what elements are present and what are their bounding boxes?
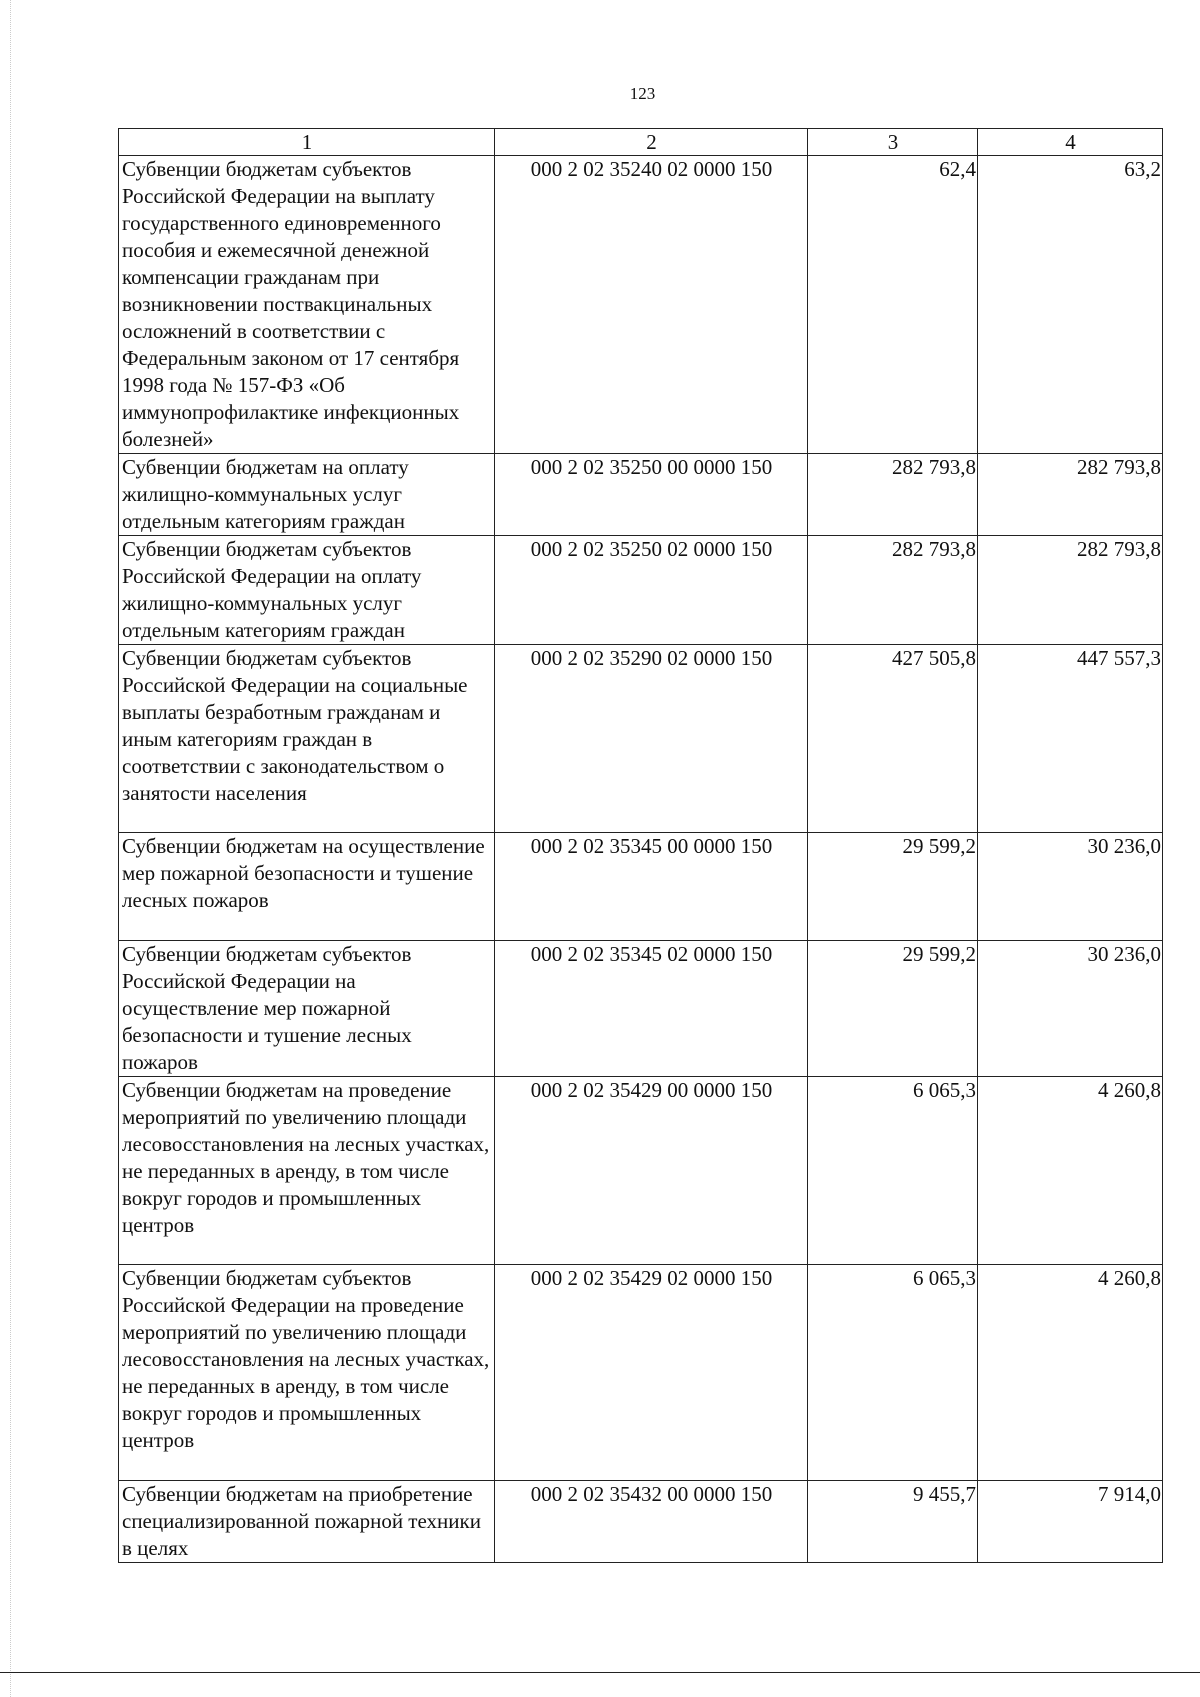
table-row xyxy=(119,454,1163,536)
header-col-2: 2 xyxy=(495,129,808,156)
scan-edge xyxy=(10,0,11,1697)
row-code: 000 2 02 35290 02 0000 150 xyxy=(495,645,808,833)
row-name: Субвенции бюджетам на проведение мероприятий по увеличению площади лесовосстановления на лесных участках, не переданных в аренду, в том числе вокруг городов и промышленных центров xyxy=(119,1077,495,1265)
header-row xyxy=(119,129,1163,156)
row-value-2: 30 236,0 xyxy=(978,833,1163,941)
row-code: 000 2 02 35432 00 0000 150 xyxy=(495,1481,808,1563)
row-value-1: 6 065,3 xyxy=(808,1077,978,1265)
row-name: Субвенции бюджетам субъектов Российской Федерации на выплату государственного единовременного пособия и ежемесячной денежной компенсации гражданам при возникновении поствакцинальных осложнений в соответствии с Федеральным законом от 17 сентября 1998 года № 157-ФЗ «Об иммунопрофилактике инфекционных болезней» xyxy=(119,156,495,454)
row-value-1: 29 599,2 xyxy=(808,833,978,941)
row-name: Субвенции бюджетам субъектов Российской Федерации на оплату жилищно-коммунальных услуг отдельным категориям граждан xyxy=(119,536,495,645)
row-value-1: 6 065,3 xyxy=(808,1265,978,1481)
table-row xyxy=(119,941,1163,1077)
footer-rule xyxy=(0,1672,1200,1673)
row-code: 000 2 02 35250 00 0000 150 xyxy=(495,454,808,536)
table-row xyxy=(119,156,1163,454)
row-value-2: 4 260,8 xyxy=(978,1265,1163,1481)
table-row xyxy=(119,645,1163,833)
row-code: 000 2 02 35345 00 0000 150 xyxy=(495,833,808,941)
budget-table xyxy=(118,128,1163,1563)
row-name: Субвенции бюджетам субъектов Российской Федерации на социальные выплаты безработным гражданам и иным категориям граждан в соответствии с законодательством о занятости населения xyxy=(119,645,495,833)
row-value-2: 63,2 xyxy=(978,156,1163,454)
row-name: Субвенции бюджетам субъектов Российской Федерации на осуществление мер пожарной безопасности и тушение лесных пожаров xyxy=(119,941,495,1077)
row-value-2: 282 793,8 xyxy=(978,454,1163,536)
row-value-2: 282 793,8 xyxy=(978,536,1163,645)
row-value-1: 62,4 xyxy=(808,156,978,454)
row-name: Субвенции бюджетам субъектов Российской Федерации на проведение мероприятий по увеличению площади лесовосстановления на лесных участках, не переданных в аренду, в том числе вокруг городов и промышленных центров xyxy=(119,1265,495,1481)
row-value-2: 4 260,8 xyxy=(978,1077,1163,1265)
page-number: 123 xyxy=(629,84,656,103)
row-name: Субвенции бюджетам на приобретение специализированной пожарной техники в целях xyxy=(119,1481,495,1563)
row-value-2: 447 557,3 xyxy=(978,645,1163,833)
row-value-2: 30 236,0 xyxy=(978,941,1163,1077)
table-row xyxy=(119,833,1163,941)
row-value-1: 427 505,8 xyxy=(808,645,978,833)
row-value-1: 29 599,2 xyxy=(808,941,978,1077)
row-name: Субвенции бюджетам на оплату жилищно-коммунальных услуг отдельным категориям граждан xyxy=(119,454,495,536)
row-code: 000 2 02 35250 02 0000 150 xyxy=(495,536,808,645)
row-code: 000 2 02 35429 00 0000 150 xyxy=(495,1077,808,1265)
row-value-1: 9 455,7 xyxy=(808,1481,978,1563)
row-value-1: 282 793,8 xyxy=(808,454,978,536)
table-row xyxy=(119,1265,1163,1481)
row-code: 000 2 02 35345 02 0000 150 xyxy=(495,941,808,1077)
row-code: 000 2 02 35240 02 0000 150 xyxy=(495,156,808,454)
row-value-2: 7 914,0 xyxy=(978,1481,1163,1563)
table-row xyxy=(119,1481,1163,1563)
header-col-1: 1 xyxy=(119,129,495,156)
header-col-3: 3 xyxy=(808,129,978,156)
row-code: 000 2 02 35429 02 0000 150 xyxy=(495,1265,808,1481)
table-row xyxy=(119,1077,1163,1265)
row-name: Субвенции бюджетам на осуществление мер пожарной безопасности и тушение лесных пожаров xyxy=(119,833,495,941)
header-col-4: 4 xyxy=(978,129,1163,156)
table-row xyxy=(119,536,1163,645)
row-value-1: 282 793,8 xyxy=(808,536,978,645)
